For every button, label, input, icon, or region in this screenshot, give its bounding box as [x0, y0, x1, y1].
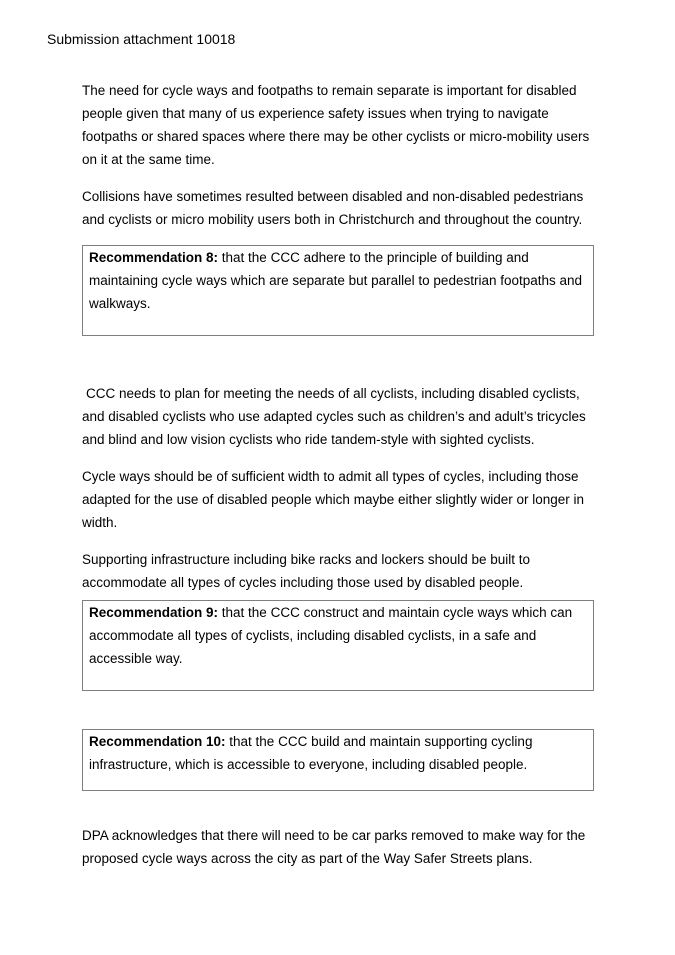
paragraph-car-parks: DPA acknowledges that there will need to be car parks removed to make way for the proposed cycle ways across the city as part of the Way Safer Streets plans.	[82, 828, 586, 866]
paragraph-width: Cycle ways should be of sufficient width to admit all types of cycles, including those adapted for the use of disabled people which maybe either slightly wider or longer in width.	[82, 469, 585, 530]
document-body	[82, 79, 602, 884]
recommendation-8-text: that the CCC adhere to the principle of building and maintaining cycle ways which are separate but parallel to pedestrian footpaths and walkways.	[89, 250, 583, 311]
recommendation-10-text: that the CCC build and maintain supporting cycling infrastructure, which is accessible to everyone, including disabled people.	[89, 734, 533, 772]
paragraph-infrastructure: Supporting infrastructure including bike racks and lockers should be built to accommodate all types of cycles including those used by disabled people.	[82, 552, 530, 590]
recommendation-8-box	[82, 245, 594, 336]
paragraph-collisions: Collisions have sometimes resulted between disabled and non-disabled pedestrians and cyclists or micro mobility users both in Christchurch and throughout the country.	[82, 189, 584, 227]
recommendation-9-text: that the CCC construct and maintain cycle ways which can accommodate all types of cyclists, including disabled cyclists, in a safe and accessible way.	[89, 605, 573, 666]
recommendation-8-label: Recommendation 8:	[89, 250, 219, 265]
paragraph-plan-needs: CCC needs to plan for meeting the needs of all cyclists, including disabled cyclists, and disabled cyclists who use adapted cycles such as children’s and adult’s tricycles and blind and low vision cyclists who ride tandem-style with sighted cyclists.	[82, 386, 586, 447]
recommendation-9-box	[82, 600, 594, 691]
page-header: Submission attachment 10018	[47, 31, 236, 47]
recommendation-10-box	[82, 729, 594, 791]
recommendation-10-label: Recommendation 10:	[89, 734, 226, 749]
paragraph-separation-importance: The need for cycle ways and footpaths to remain separate is important for disabled people given that many of us experience safety issues when trying to navigate footpaths or shared spaces where there may be other cyclists or micro-mobility users on it at the same time.	[82, 83, 590, 167]
recommendation-9-label: Recommendation 9:	[89, 605, 219, 620]
